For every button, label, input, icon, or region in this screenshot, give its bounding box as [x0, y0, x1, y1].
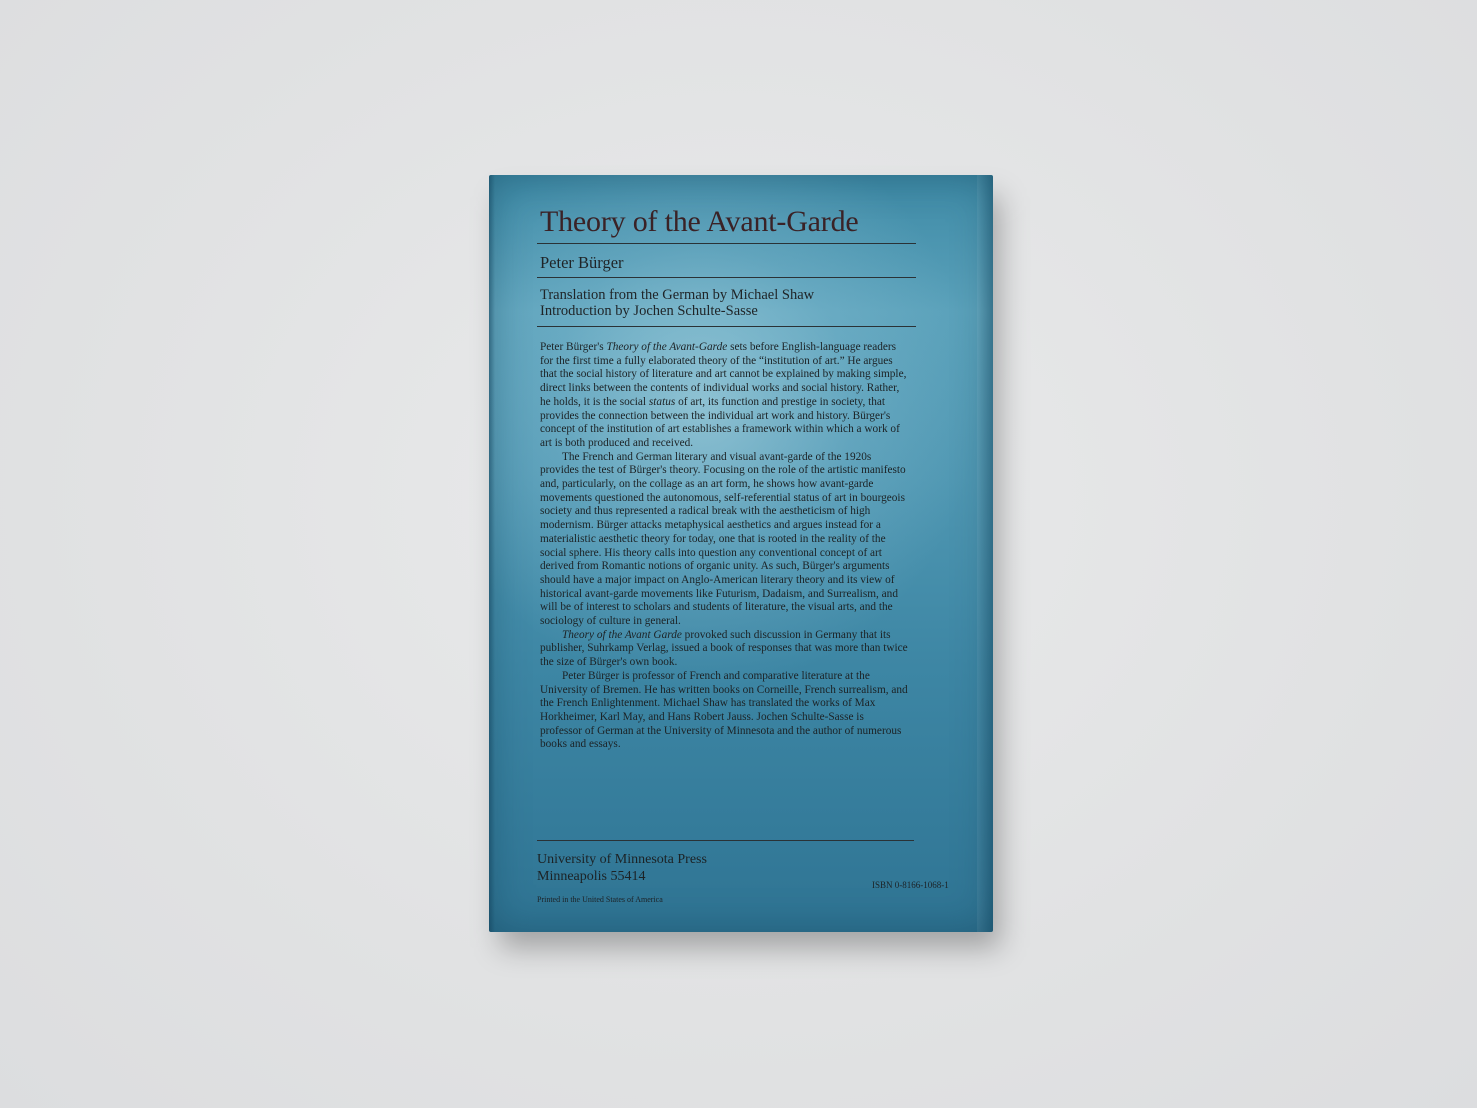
blurb-paragraph: The French and German literary and visual avant-garde of the 1920s provides the test of Bürger's theory. Focusing on the role of the artistic manifesto and, particularly, on the collage as an art form, he shows how avant-garde movements questioned the autonomous, self-referential status of art in bourgeois society and thus represented a radical break with the aestheticism of high modernism. Bürger attacks metaphysical aesthetics and argues instead for a materialistic aesthetic theory for today, one that is rooted in the reality of the social sphere. His theory calls into question any conventional concept of art derived from Romantic notions of organic unity. As such, Bürger's arguments should have a major impact on Anglo-American literary theory and its view of historical avant-garde movements like Futurism, Dadaism, and Surrealism, and will be of interest to scholars and students of literature, the visual arts, and the sociology of culture in general.	[540, 450, 906, 628]
blurb-paragraph: Peter Bürger is professor of French and comparative literature at the University of Bremen. He has written books on Corneille, French surrealism, and the French Enlightenment. Michael Shaw has translated the works of Max Horkheimer, Karl May, and Hans Robert Jauss. Jochen Schulte-Sasse is professor of German at the University of Minnesota and the author of numerous books and essays.	[540, 669, 908, 751]
isbn-number: ISBN 0-8166-1068-1	[872, 880, 949, 890]
blurb-text-run: provoked such discussion in Germany that its publisher, Suhrkamp Verlag, issued a book of responses that was more than twice the size of Bürger's own book.	[540, 628, 908, 669]
divider-rule	[537, 243, 916, 244]
book-author: Peter Bürger	[540, 253, 624, 272]
blurb-text-run: Peter Bürger's	[540, 341, 607, 353]
blurb-text	[540, 341, 908, 752]
blurb-paragraph	[540, 629, 908, 670]
blurb-italic-run: status	[648, 395, 676, 408]
introduction-credit: Introduction by Jochen Schulte-Sasse	[540, 303, 758, 319]
divider-rule	[537, 840, 914, 841]
divider-rule	[537, 277, 916, 278]
book-back-cover	[489, 175, 993, 932]
printed-note: Printed in the United States of America	[537, 895, 663, 904]
blurb-text-run: of art, its function and prestige in society, that provides the connection between the individual art work and history. Bürger's concept of the institution of art establishes a framework within which a work of art is both produced and received.	[540, 395, 900, 449]
divider-rule	[537, 326, 916, 327]
publisher-city: Minneapolis 55414	[537, 869, 646, 884]
translation-credit: Translation from the German by Michael Shaw	[540, 287, 815, 303]
blurb-paragraph	[540, 341, 908, 451]
book-title: Theory of the Avant-Garde	[540, 205, 859, 238]
blurb-text-run: sets before English-language readers for the first time a fully elaborated theory of the “institution of art.” He argues that the social history of literature and art cannot be explained by making simple, direct links between the contents of individual works and social history. Rather, he holds, it is the social	[540, 341, 907, 408]
blurb-italic-run: Theory of the Avant-Garde	[606, 341, 728, 353]
cover-right-edge	[977, 175, 993, 932]
cover-left-edge	[489, 175, 495, 932]
blurb-italic-run: Theory of the Avant Garde	[562, 628, 682, 641]
publisher-name: University of Minnesota Press	[537, 852, 707, 867]
